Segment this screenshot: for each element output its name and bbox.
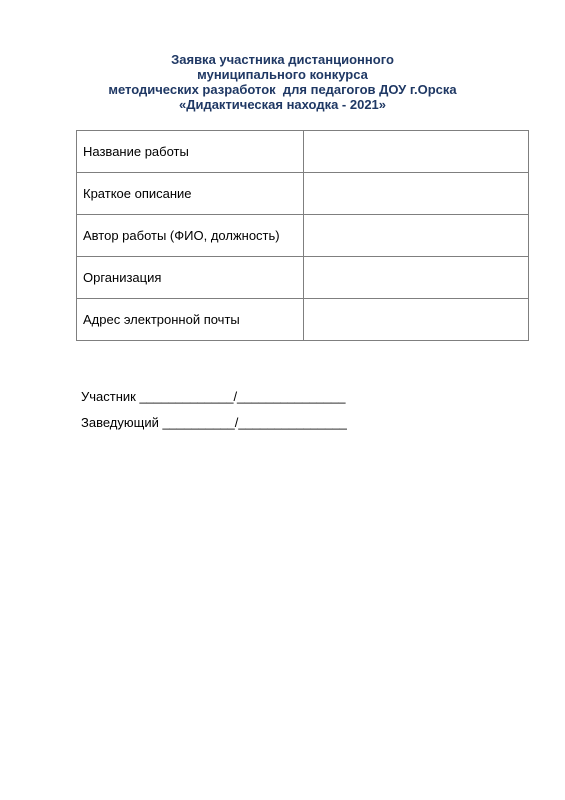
application-form-table	[76, 130, 529, 341]
row-value-short-description[interactable]	[304, 173, 529, 215]
document-title	[0, 52, 565, 112]
table-row	[77, 257, 529, 299]
head-signature-line: Заведующий __________/_______________	[81, 415, 347, 430]
row-label-organization: Организация	[77, 257, 304, 299]
title-line-1: Заявка участника дистанционного	[171, 52, 394, 67]
row-value-email[interactable]	[304, 299, 529, 341]
title-line-4: «Дидактическая находка - 2021»	[178, 97, 387, 112]
participant-signature-line: Участник _____________/_______________	[81, 389, 346, 404]
table-row	[77, 215, 529, 257]
row-label-email: Адрес электронной почты	[77, 299, 304, 341]
row-value-organization[interactable]	[304, 257, 529, 299]
table-row	[77, 131, 529, 173]
table-row	[77, 299, 529, 341]
row-label-work-title: Название работы	[77, 131, 304, 173]
table-row	[77, 173, 529, 215]
row-value-work-title[interactable]	[304, 131, 529, 173]
row-label-short-description: Краткое описание	[77, 173, 304, 215]
row-label-author: Автор работы (ФИО, должность)	[77, 215, 304, 257]
title-line-2: муниципального конкурса	[197, 67, 368, 82]
signature-block	[81, 384, 347, 436]
title-line-3: методических разработок для педагогов ДОУ г.Орска	[108, 82, 457, 97]
row-value-author[interactable]	[304, 215, 529, 257]
